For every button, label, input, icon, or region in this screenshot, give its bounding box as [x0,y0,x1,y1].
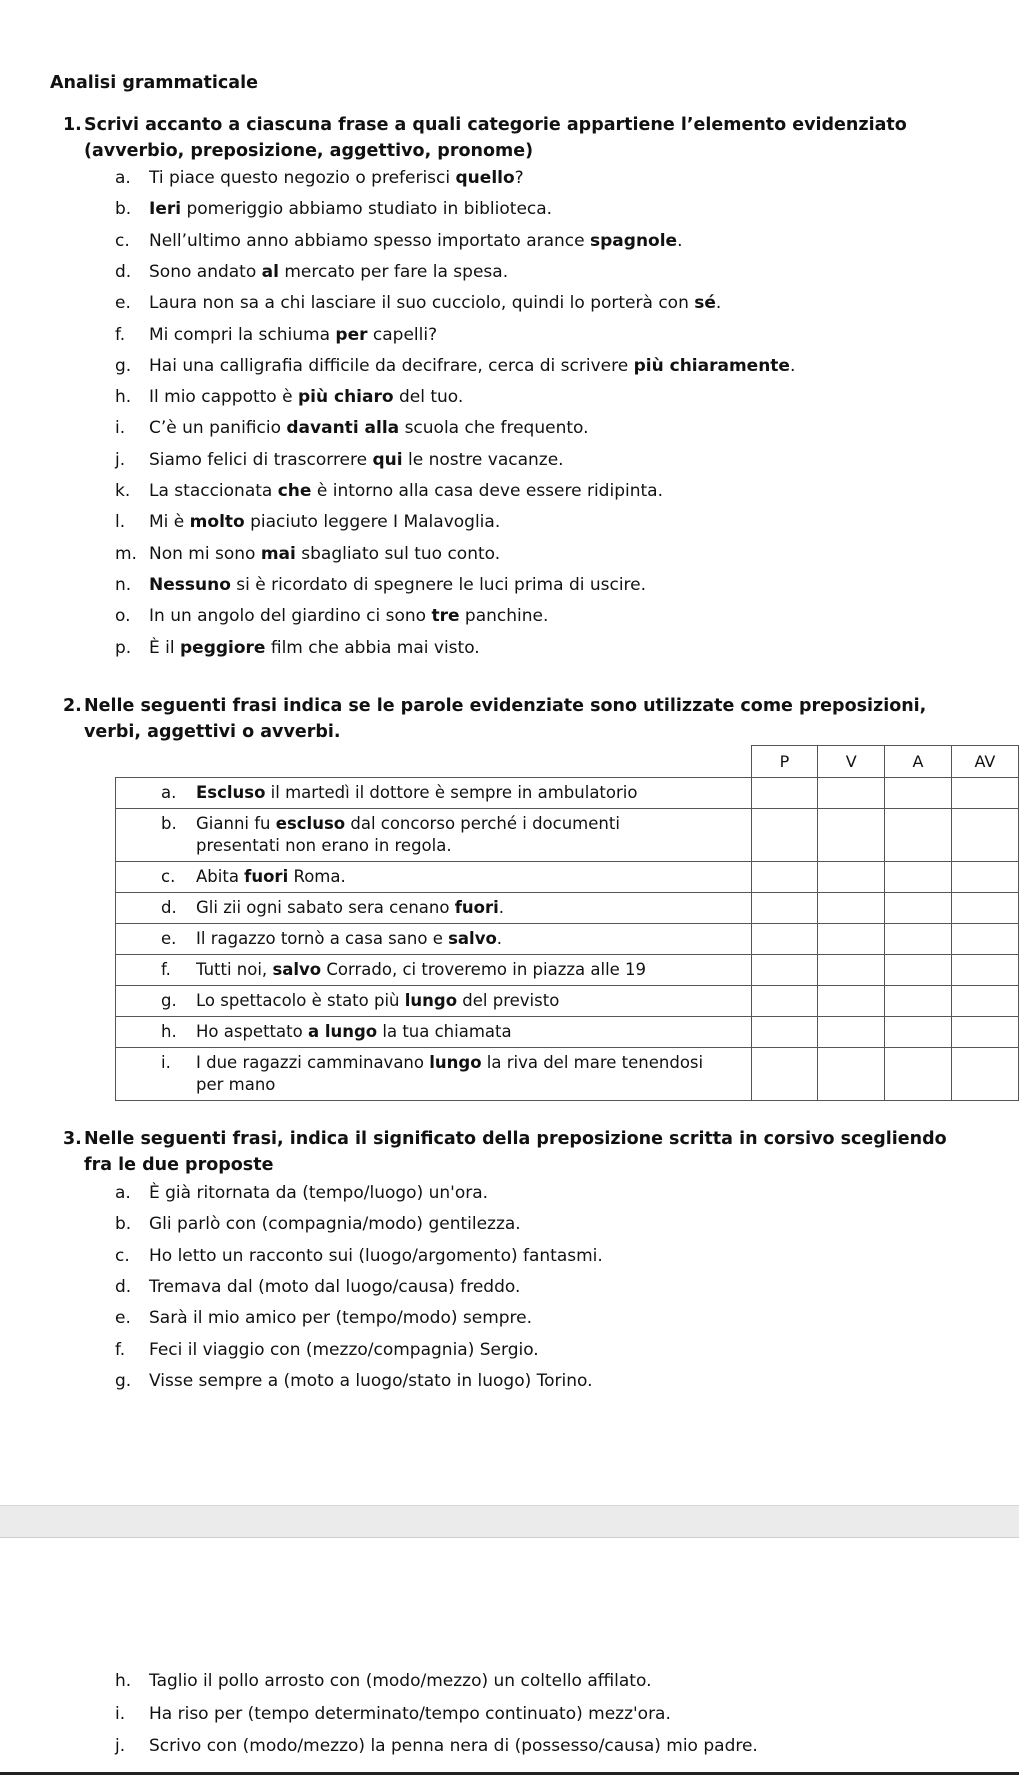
row-letter: d. [161,898,177,917]
item-letter: i. [115,1703,126,1724]
item-text [149,480,663,502]
answer-cell-a[interactable] [885,1048,952,1101]
row-text [144,782,743,804]
answer-cell-p[interactable] [751,986,818,1017]
q2-sentence-cell [116,924,752,955]
answer-cell-av[interactable] [951,1048,1018,1101]
item-text-pre: Hai una calligrafia difficile da decifrare, cerca di scrivere [149,355,634,376]
item-text-pre: Sono andato [149,261,262,282]
item-text-pre: Siamo felici di trascorrere [149,449,373,470]
row-text [144,813,743,857]
row-text-line2: presentati non erano in regola. [196,836,452,855]
answer-cell-av[interactable] [951,778,1018,809]
item-text [149,543,500,565]
row-text-post: dal concorso perché i documenti [345,814,620,833]
q2-heading [63,693,964,745]
item-text-pre: Mi compri la schiuma [149,324,336,345]
item-text [149,386,463,408]
q2-table [115,745,1019,1101]
q2-table-row [116,809,1019,862]
item-text [149,261,508,283]
answer-cell-v[interactable] [818,1048,885,1101]
answer-cell-a[interactable] [885,893,952,924]
answer-cell-av[interactable] [951,893,1018,924]
row-text-pre: Tutti noi, [196,960,273,979]
q2-sentence-cell [116,955,752,986]
row-text-post: . [496,929,503,948]
item-highlight: tre [431,606,460,627]
answer-cell-av[interactable] [951,1017,1018,1048]
answer-cell-a[interactable] [885,924,952,955]
item-letter: h. [115,387,132,408]
row-letter: h. [161,1022,177,1041]
item-text [149,355,795,377]
q2-header-empty [116,746,752,778]
answer-cell-av[interactable] [951,924,1018,955]
item-text [149,449,564,471]
answer-cell-a[interactable] [885,809,952,862]
row-text-pre: Gli zii ogni sabato sera cenano [196,898,455,917]
item-highlight: al [261,261,279,282]
row-highlight: fuori [244,867,289,886]
answer-cell-v[interactable] [818,955,885,986]
item-letter: e. [115,293,131,314]
answer-cell-v[interactable] [818,924,885,955]
item-highlight: Nessuno [149,574,231,595]
row-letter: b. [161,814,177,833]
row-text-post: del previsto [457,991,560,1010]
row-text [144,959,743,981]
q2-sentence-cell [116,862,752,893]
row-letter: i. [161,1053,171,1072]
q2-sentence-cell [116,986,752,1017]
row-letter: f. [161,960,171,979]
item-letter: j. [115,1736,126,1756]
answer-cell-a[interactable] [885,862,952,893]
item-letter: c. [115,230,130,251]
answer-cell-av[interactable] [951,809,1018,862]
item-text [149,167,524,189]
row-highlight: a lungo [307,1022,378,1041]
q2-table-row [116,986,1019,1017]
q2-col-p: P [751,746,818,778]
item-letter: l. [115,512,126,533]
item-letter: o. [115,606,131,627]
item-letter: g. [115,1370,132,1391]
item-highlight: che [277,481,312,501]
item-text: Ho letto un racconto sui (luogo/argomento) fantasmi. [149,1245,603,1266]
item-letter: a. [115,168,131,188]
item-text: Scrivo con (modo/mezzo) la penna nera di (possesso/causa) mio padre. [149,1736,758,1756]
item-text [149,198,552,220]
item-letter: i. [115,418,126,439]
item-text [149,605,548,627]
q1-number: 1. [63,115,82,135]
row-text [144,990,743,1012]
row-text-post: la riva del mare tenendosi [481,1053,704,1072]
answer-cell-a[interactable] [885,1017,952,1048]
row-text-pre: Il ragazzo tornò a casa sano e [196,929,449,948]
item-letter: f. [115,1339,126,1360]
q2-sentence-cell [116,778,752,809]
q2-table-row [116,893,1019,924]
q2-table-row [116,955,1019,986]
q3-heading-line1: Nelle seguenti frasi, indica il significato della preposizione scritta in corsivo scegliendo [84,1129,947,1149]
row-highlight: salvo [448,929,497,948]
item-letter: d. [115,261,132,282]
q2-table-row [116,778,1019,809]
item-text-post: . [789,355,796,376]
item-text: È già ritornata da (tempo/luogo) un'ora. [149,1183,489,1203]
item-text-post: capelli? [367,324,438,345]
item-highlight: qui [372,449,403,470]
item-highlight: quello [455,168,515,188]
item-letter: a. [115,1183,131,1203]
row-text-line2: per mano [196,1075,276,1094]
row-text [144,1052,743,1096]
item-letter: p. [115,637,132,658]
answer-cell-v[interactable] [818,862,885,893]
item-text-pre: Laura non sa a chi lasciare il suo cucciolo, quindi lo porterà con [149,293,695,314]
item-letter: j. [115,449,126,470]
row-highlight: escluso [275,814,346,833]
q2-table-row [116,924,1019,955]
item-text: Visse sempre a (moto a luogo/stato in luogo) Torino. [149,1370,593,1391]
item-text-post: è intorno alla casa deve essere ridipinta. [311,481,663,501]
q3-number: 3. [63,1129,82,1149]
row-highlight: salvo [272,960,322,979]
item-text [149,511,500,533]
item-text-post: . [715,293,722,314]
answer-cell-v[interactable] [818,986,885,1017]
q1-heading-line2: (avverbio, preposizione, aggettivo, pronome) [84,141,534,161]
row-text-post: Roma. [288,867,346,886]
row-highlight: lungo [404,991,458,1010]
q1-heading-line1: Scrivi accanto a ciascuna frase a quali categorie appartiene l’elemento evidenziato [84,115,907,135]
answer-cell-p[interactable] [751,893,818,924]
q2-heading-line1: Nelle seguenti frasi indica se le parole evidenziate sono utilizzate come preposizioni, [84,696,927,716]
row-text [144,866,743,888]
item-text-post: film che abbia mai visto. [265,637,480,658]
q3-heading-line2: fra le due proposte [84,1155,274,1175]
answer-cell-a[interactable] [885,986,952,1017]
row-letter: c. [161,867,176,886]
item-highlight: mai [260,543,296,564]
q2-sentence-cell [116,1017,752,1048]
row-letter: e. [161,929,177,948]
item-highlight: più chiaramente [633,355,790,376]
q2-table-body [116,778,1019,1101]
q2-table-row [116,1017,1019,1048]
row-highlight: Escluso [196,783,266,802]
answer-cell-av[interactable] [951,986,1018,1017]
row-text-post: il martedì il dottore è sempre in ambulatorio [265,783,638,802]
item-text [149,324,437,346]
item-letter: n. [115,574,132,595]
item-highlight: sé [694,293,716,314]
answer-cell-v[interactable] [818,1017,885,1048]
q3-heading [63,1126,964,1178]
row-highlight: fuori [454,898,499,917]
item-text: Ha riso per (tempo determinato/tempo continuato) mezz'ora. [149,1703,671,1724]
item-letter: k. [115,481,131,501]
q2-col-av: AV [951,746,1018,778]
q2-table-row [116,862,1019,893]
item-text-pre: La staccionata [149,481,278,501]
item-text-post: ? [514,168,524,188]
item-text-pre: Ti piace questo negozio o preferisci [149,168,456,188]
item-text: Taglio il pollo arrosto con (modo/mezzo) un coltello affilato. [149,1671,652,1691]
item-letter: e. [115,1308,131,1329]
item-text-pre: Il mio cappotto è [149,387,298,408]
item-letter: b. [115,1214,132,1235]
answer-cell-p[interactable] [751,924,818,955]
q2-table-row [116,1048,1019,1101]
item-text-post: pomeriggio abbiamo studiato in biblioteca. [181,199,553,220]
item-letter: m. [115,543,137,564]
answer-cell-p[interactable] [751,1017,818,1048]
item-letter: b. [115,199,132,220]
q2-heading-line2: verbi, aggettivi o avverbi. [84,722,341,742]
q2-sentence-cell [116,893,752,924]
item-text-pre: Non mi sono [149,543,261,564]
item-text: Sarà il mio amico per (tempo/modo) sempre. [149,1308,533,1329]
item-highlight: più chiaro [297,387,394,408]
q2-number: 2. [63,696,82,716]
answer-cell-p[interactable] [751,1048,818,1101]
row-text-pre: Gianni fu [196,814,276,833]
item-text-post: . [677,230,683,251]
row-text [144,928,743,950]
item-text-post: piaciuto leggere I Malavoglia. [244,512,501,533]
item-text-post: le nostre vacanze. [402,449,564,470]
item-text-post: panchine. [459,606,549,627]
item-text-pre: Mi è [149,512,190,533]
page-title: Analisi grammaticale [50,73,258,93]
row-letter: a. [161,783,177,802]
row-text-post: la tua chiamata [377,1022,512,1041]
answer-cell-v[interactable] [818,778,885,809]
item-text-pre: In un angolo del giardino ci sono [149,606,432,627]
item-letter: f. [115,324,126,345]
item-text [149,417,589,439]
item-text [149,230,683,252]
row-text-pre: I due ragazzi camminavano [196,1053,430,1072]
item-text-pre: Nell’ultimo anno abbiamo spesso importato arance [149,230,591,251]
row-text [144,1021,743,1043]
row-letter: g. [161,991,177,1010]
q2-sentence-cell [116,809,752,862]
item-highlight: davanti alla [286,418,400,439]
answer-cell-v[interactable] [818,893,885,924]
item-text [149,637,480,659]
item-text: Feci il viaggio con (mezzo/compagnia) Sergio. [149,1339,539,1360]
q2-col-a: A [885,746,952,778]
item-text-pre: C’è un panificio [149,418,287,439]
item-highlight: peggiore [180,637,266,658]
row-text-pre: Ho aspettato [196,1022,308,1041]
item-text-post: si è ricordato di spegnere le luci prima di uscire. [230,574,647,595]
q2-sentence-cell [116,1048,752,1101]
item-text-post: mercato per fare la spesa. [278,261,509,282]
answer-cell-av[interactable] [951,862,1018,893]
answer-cell-a[interactable] [885,955,952,986]
item-letter: g. [115,355,132,376]
answer-cell-a[interactable] [885,778,952,809]
item-letter: c. [115,1245,130,1266]
page-separator [0,1505,1019,1538]
item-letter: h. [115,1671,132,1691]
item-text: Gli parlò con (compagnia/modo) gentilezza. [149,1214,521,1235]
item-text [149,292,721,314]
item-letter: d. [115,1276,132,1297]
answer-cell-p[interactable] [751,862,818,893]
item-text-pre: È il [149,637,180,658]
row-highlight: lungo [429,1053,482,1072]
q2-col-v: V [818,746,885,778]
item-highlight: Ieri [149,199,182,220]
item-text [149,574,646,596]
item-highlight: per [335,324,368,345]
row-text-post: Corrado, ci troveremo in piazza alle 19 [321,960,647,979]
item-text-post: del tuo. [393,387,464,408]
item-text: Tremava dal (moto dal luogo/causa) freddo. [149,1276,521,1297]
answer-cell-v[interactable] [818,809,885,862]
row-text-pre: Lo spettacolo è stato più [196,991,405,1010]
answer-cell-av[interactable] [951,955,1018,986]
answer-cell-p[interactable] [751,778,818,809]
row-text [144,897,743,919]
answer-cell-p[interactable] [751,955,818,986]
item-highlight: spagnole [590,230,678,251]
q1-heading [63,112,964,164]
item-highlight: molto [189,512,245,533]
row-text-pre: Abita [196,867,245,886]
answer-cell-p[interactable] [751,809,818,862]
row-text-post: . [498,898,505,917]
q2-header-row [116,746,1019,778]
item-text-post: sbagliato sul tuo conto. [295,543,501,564]
item-text-post: scuola che frequento. [399,418,589,439]
